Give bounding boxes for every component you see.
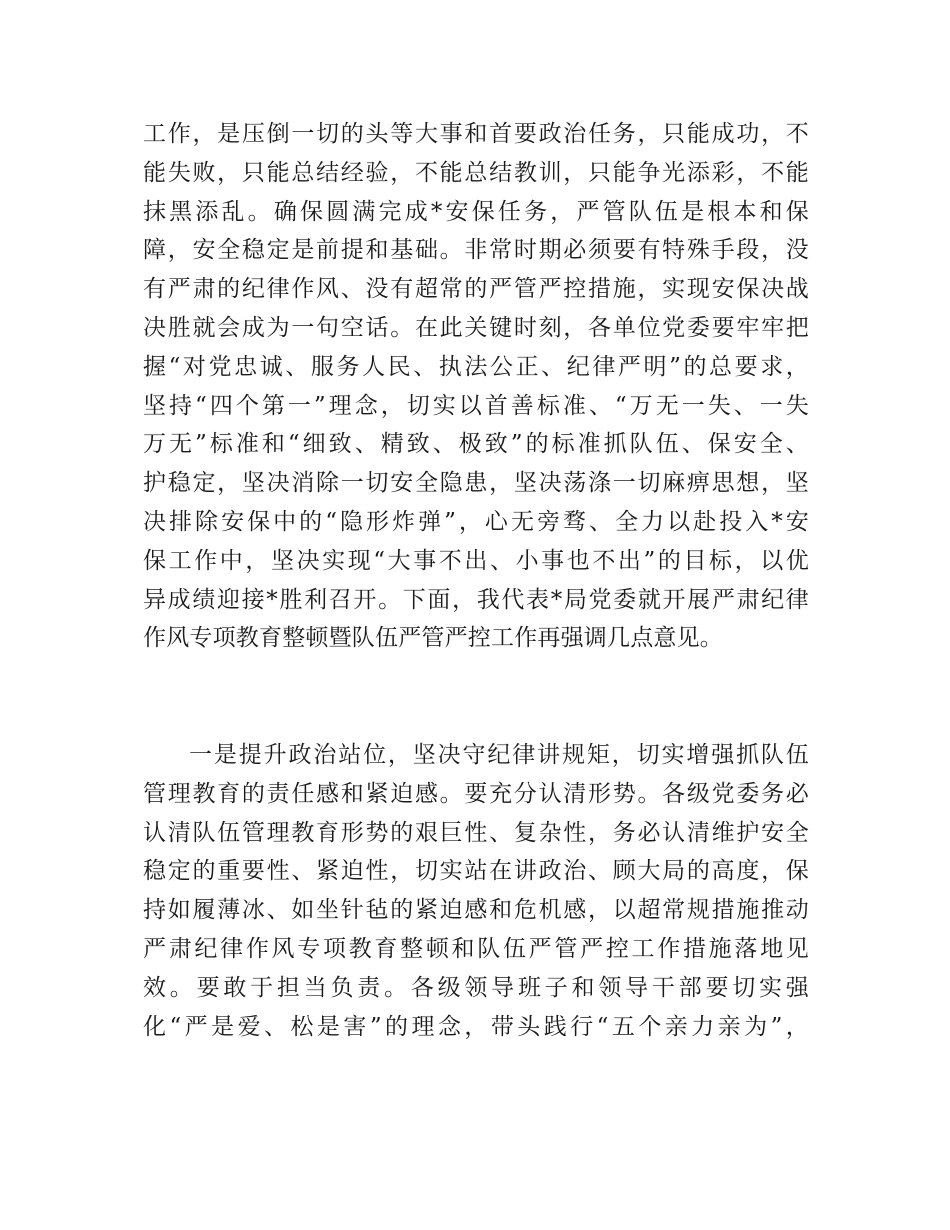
text-line: 认清队伍管理教育形势的艰巨性、复杂性，务必认清维护安全 (143, 819, 809, 846)
text-line: 护稳定，坚决消除一切安全隐患，坚决荡涤一切麻痹思想，坚 (143, 470, 809, 497)
text-line: 万无”标准和“细致、精致、极致”的标准抓队伍、保安全、 (143, 431, 809, 458)
text-line: 异成绩迎接*胜利召开。下面，我代表*局党委就开展严肃纪律 (143, 586, 809, 613)
text-line: 抹黑添乱。确保圆满完成*安保任务，严管队伍是根本和保 (143, 198, 809, 225)
text-line: 管理教育的责任感和紧迫感。要充分认清形势。各级党委务必 (143, 780, 809, 807)
text-line: 一是提升政治站位，坚决守纪律讲规矩，切实增强抓队伍 (189, 742, 809, 768)
text-line: 能失败，只能总结经验，不能总结教训，只能争光添彩，不能 (143, 159, 809, 186)
paragraph-2 (143, 736, 809, 1046)
text-line: 有严肃的纪律作风、没有超常的严管严控措施，实现安保决战 (143, 276, 809, 303)
text-line: 效。要敢于担当负责。各级领导班子和领导干部要切实强 (143, 974, 809, 1001)
text-line: 决排除安保中的“隐形炸弹”，心无旁骛、全力以赴投入*安 (143, 508, 809, 535)
paragraph-1 (143, 115, 809, 658)
text-line: 工作，是压倒一切的头等大事和首要政治任务，只能成功，不 (143, 121, 809, 147)
text-line: 持如履薄冰、如坐针毡的紧迫感和危机感，以超常规措施推动 (143, 897, 809, 924)
text-line: 严肃纪律作风专项教育整顿和队伍严管严控工作措施落地见 (143, 935, 809, 962)
text-line: 化“严是爱、松是害”的理念，带头践行“五个亲力亲为”， (143, 1013, 809, 1040)
text-line: 握“对党忠诚、服务人民、执法公正、纪律严明”的总要求， (143, 353, 809, 380)
text-line: 稳定的重要性、紧迫性，切实站在讲政治、顾大局的高度，保 (143, 858, 809, 885)
text-line: 决胜就会成为一句空话。在此关键时刻，各单位党委要牢牢把 (143, 314, 809, 341)
text-line: 障，安全稳定是前提和基础。非常时期必须要有特殊手段，没 (143, 237, 809, 264)
text-line: 作风专项教育整顿暨队伍严管严控工作再强调几点意见。 (143, 625, 723, 652)
text-line: 保工作中，坚决实现“大事不出、小事也不出”的目标，以优 (143, 547, 809, 574)
text-line: 坚持“四个第一”理念，切实以首善标准、“万无一失、一失 (143, 392, 809, 419)
